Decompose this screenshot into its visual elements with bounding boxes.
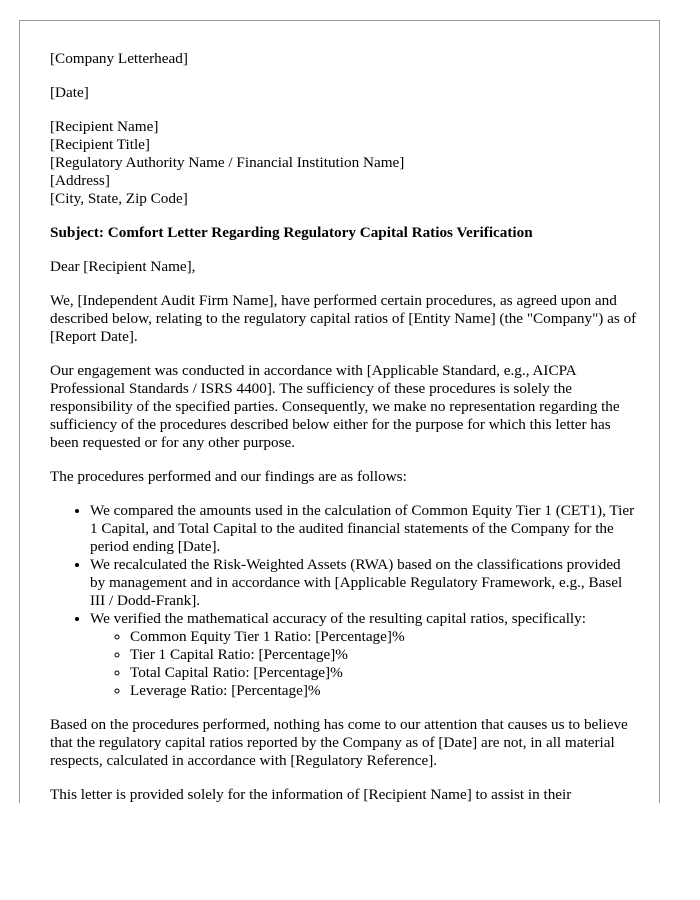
conclusion-paragraph: Based on the procedures performed, nothing has come to our attention that causes us to believe that the regulatory capital ratios reported by the Company as of [Date] are not, in all material respects, calculated in accordance with [Regulatory Reference]. xyxy=(50,716,628,769)
findings-list xyxy=(50,502,638,700)
ratio-item: ◦ Total Capital Ratio: [Percentage]% xyxy=(130,664,638,682)
ratio-item: ◦ Tier 1 Capital Ratio: [Percentage]% xyxy=(130,646,638,664)
subject-line: Subject: Comfort Letter Regarding Regulatory Capital Ratios Verification xyxy=(50,224,533,241)
finding-item-ratios xyxy=(90,610,638,700)
finding-item: • We compared the amounts used in the calculation of Common Equity Tier 1 (CET1), Tier 1 Capital, and Total Capital to the audited financial statements of the Company for the period ending [Date]. xyxy=(90,502,638,556)
recipient-city-state-zip: [City, State, Zip Code] xyxy=(50,190,188,207)
recipient-address: [Address] xyxy=(50,172,110,189)
intro-paragraph: We, [Independent Audit Firm Name], have performed certain procedures, as agreed upon and described below, relating to the regulatory capital ratios of [Entity Name] (the "Company") as of [Report Date]. xyxy=(50,292,637,345)
finding-item: • We recalculated the Risk-Weighted Assets (RWA) based on the classifications provided by management and in accordance with [Applicable Regulatory Framework, e.g., Basel III / Dodd-Frank]. xyxy=(90,556,638,610)
letter-date: [Date] xyxy=(50,84,89,101)
letterhead: [Company Letterhead] xyxy=(50,50,188,67)
recipient-name: [Recipient Name] xyxy=(50,118,159,135)
recipient-organization: [Regulatory Authority Name / Financial Institution Name] xyxy=(50,154,405,171)
ratio-item: ◦ Common Equity Tier 1 Ratio: [Percentage]% xyxy=(130,628,638,646)
procedures-intro: The procedures performed and our findings are as follows: xyxy=(50,468,407,485)
recipient-block xyxy=(50,118,638,208)
letter-body xyxy=(50,50,638,803)
engagement-paragraph: Our engagement was conducted in accordance with [Applicable Standard, e.g., AICPA Professional Standards / ISRS 4400]. The sufficiency of these procedures is solely the responsibility of the specified parties. Consequently, we make no representation regarding the sufficiency of the procedures described below either for the purpose for which this letter has been requested or for any other purpose. xyxy=(50,362,620,451)
closing-paragraph: This letter is provided solely for the information of [Recipient Name] to assist in their xyxy=(50,786,572,803)
recipient-title: [Recipient Title] xyxy=(50,136,150,153)
ratios-list xyxy=(90,628,638,700)
salutation: Dear [Recipient Name], xyxy=(50,258,196,275)
ratio-item: ◦ Leverage Ratio: [Percentage]% xyxy=(130,682,638,700)
finding-item-text: We verified the mathematical accuracy of the resulting capital ratios, specifically: xyxy=(90,610,586,627)
letter-page xyxy=(19,20,660,803)
